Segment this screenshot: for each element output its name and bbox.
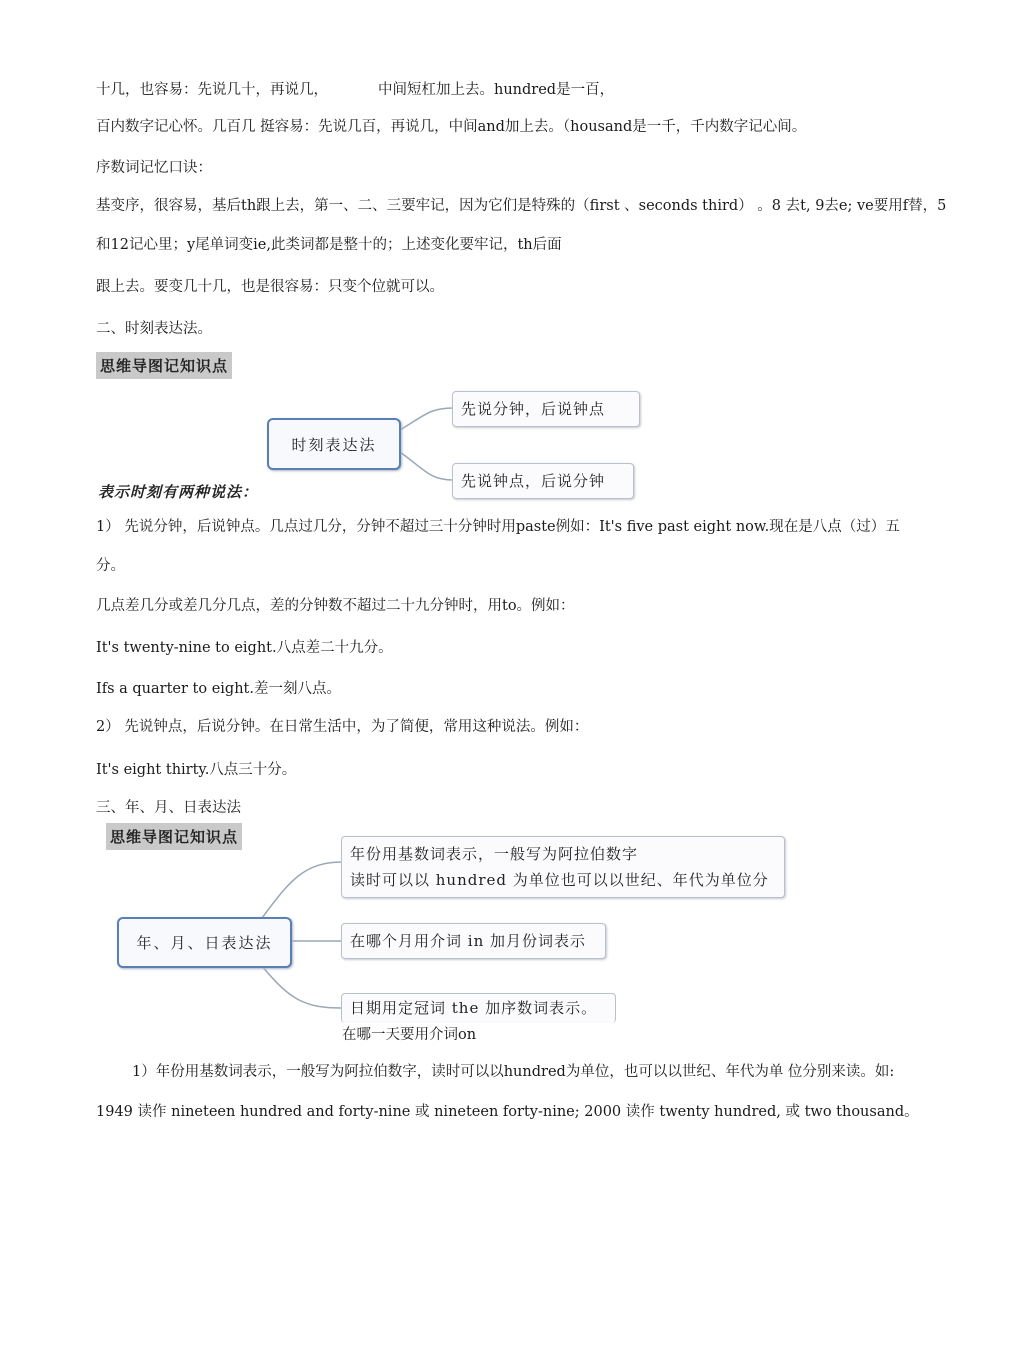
rule-2: 2） 先说钟点，后说分钟。在日常生活中，为了简便，常用这种说法。例如：: [96, 719, 589, 735]
section2-mindmap-label: 思维导图记知识点: [96, 352, 232, 379]
date-branch-year-line-1: 年份用基数词表示，一般写为阿拉伯数字: [350, 845, 639, 863]
date-branch-day: 日期用定冠词 the 加序数词表示。: [341, 993, 616, 1023]
year-rule-paragraph: 1）年份用基数词表示，一般写为阿拉伯数字，读时可以以hundred为单位，也可以以世纪、年代为单 位分别来读。如:: [132, 1064, 895, 1080]
rule-1-line-c: 几点差几分或差几分几点，差的分钟数不超过二十九分钟时，用to。例如：: [96, 598, 575, 614]
intro-line-2: 百内数字记心怀。几百几 挺容易：先说几百，再说几，中间and加上去。（housand是一千，千内数字记心间。: [96, 119, 807, 135]
time-branch-2: 先说钟点，后说分钟: [452, 463, 634, 499]
date-branch-month: 在哪个月用介词 in 加月份词表示: [341, 923, 606, 959]
year-examples: 1949 读作 nineteen hundred and forty-nine 或 nineteen forty-nine; 2000 读作 twenty hundred, 或 two thousand。: [96, 1104, 919, 1120]
time-branch-1: 先说分钟，后说钟点: [452, 391, 640, 427]
ordinal-heading: 序数词记忆口诀：: [96, 160, 212, 176]
ordinal-line-2: 和12记心里；y尾单词变ie,此类词都是整十的；上述变化要牢记，th后面: [96, 237, 562, 253]
date-branch-year: [341, 836, 785, 898]
ordinal-line-3: 跟上去。要变几十几，也是很容易：只变个位就可以。: [96, 279, 444, 295]
time-mindmap-center: 时刻表达法: [267, 418, 401, 470]
section3-mindmap-label: 思维导图记知识点: [106, 823, 242, 850]
example-3: It's eight thirty.八点三十分。: [96, 762, 297, 778]
date-branch-year-line-2: 读时可以以 hundred 为单位也可以以世纪、年代为单位分: [350, 871, 769, 889]
rule-1-line-a: 1） 先说分钟，后说钟点。几点过几分，分钟不超过三十分钟时用paste例如：It's five past eight now.现在是八点（过）五: [96, 519, 900, 535]
date-branch-day-continued: 在哪一天要用介词on: [342, 1027, 477, 1043]
section2-heading: 二、时刻表达法。: [96, 321, 212, 337]
section3-heading: 三、年、月、日表达法: [96, 800, 241, 816]
intro-line-1a: 十几，也容易：先说几十，再说几，: [96, 82, 328, 98]
ordinal-line-1: 基变序，很容易，基后th跟上去，第一、二、三要牢记，因为它们是特殊的（first 、seconds third） 。8 去t, 9去e; ve要用f替，5: [96, 198, 947, 214]
time-two-ways-note: 表示时刻有两种说法：: [98, 483, 259, 501]
example-1: It's twenty-nine to eight.八点差二十九分。: [96, 640, 393, 656]
date-mindmap-center: 年、月、日表达法: [117, 917, 292, 968]
rule-1-line-b: 分。: [96, 558, 125, 574]
example-2: Ifs a quarter to eight.差一刻八点。: [96, 681, 341, 697]
intro-line-1b: 中间短杠加上去。hundred是一百，: [378, 82, 615, 98]
